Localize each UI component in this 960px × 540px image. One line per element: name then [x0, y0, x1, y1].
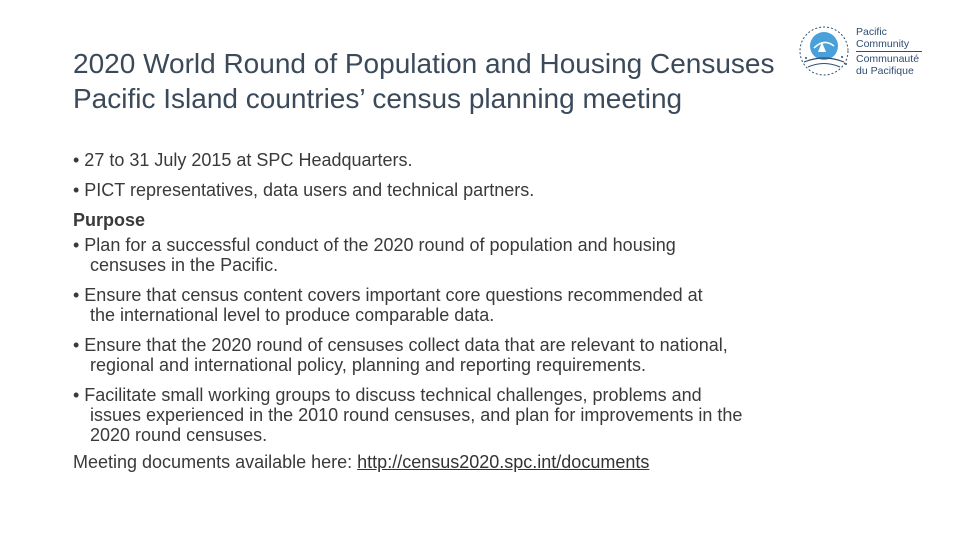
documents-prefix: Meeting documents available here: — [73, 452, 358, 472]
logo-en-line-1: Pacific — [856, 26, 887, 38]
purpose-bullet-continuation: censuses in the Pacific. — [90, 255, 279, 275]
purpose-bullet-text: • Facilitate small working groups to discuss technical challenges, problems and — [73, 385, 702, 405]
title-line-2: Pacific Island countries’ census planning meeting — [73, 83, 683, 114]
purpose-bullet-continuation: issues experienced in the 2010 round censuses, and plan for improvements in the — [90, 405, 743, 425]
purpose-bullet-text: • Plan for a successful conduct of the 2020 round of population and housing — [73, 235, 676, 255]
logo-en-line-2: Community — [856, 38, 910, 50]
intro-bullet: • 27 to 31 July 2015 at SPC Headquarters. — [73, 150, 413, 170]
purpose-bullet — [73, 235, 893, 275]
purpose-bullet-continuation: 2020 round censuses. — [90, 425, 268, 445]
title-line-1: 2020 World Round of Population and Housing Censuses — [73, 48, 775, 79]
purpose-bullet-continuation: regional and international policy, planning and reporting requirements. — [90, 355, 647, 375]
spc-logo — [796, 24, 930, 80]
purpose-bullet — [73, 385, 893, 445]
slide-title — [73, 46, 793, 116]
documents-line — [73, 447, 893, 477]
slide-body — [73, 145, 893, 477]
logo-fr-line-1: Communauté — [856, 53, 920, 65]
purpose-heading: Purpose — [73, 210, 146, 230]
spc-globe-logo-icon — [796, 24, 854, 80]
purpose-bullet — [73, 285, 893, 325]
intro-bullet: • PICT representatives, data users and technical partners. — [73, 180, 535, 200]
documents-link[interactable]: http://census2020.spc.int/documents — [357, 452, 650, 472]
logo-fr-line-2: du Pacifique — [856, 65, 914, 77]
purpose-bullet — [73, 335, 893, 375]
purpose-bullet-continuation: the international level to produce comparable data. — [90, 305, 495, 325]
logo-divider — [856, 51, 922, 52]
purpose-bullet-text: • Ensure that the 2020 round of censuses collect data that are relevant to national, — [73, 335, 728, 355]
logo-text — [856, 26, 922, 77]
purpose-bullet-text: • Ensure that census content covers important core questions recommended at — [73, 285, 703, 305]
